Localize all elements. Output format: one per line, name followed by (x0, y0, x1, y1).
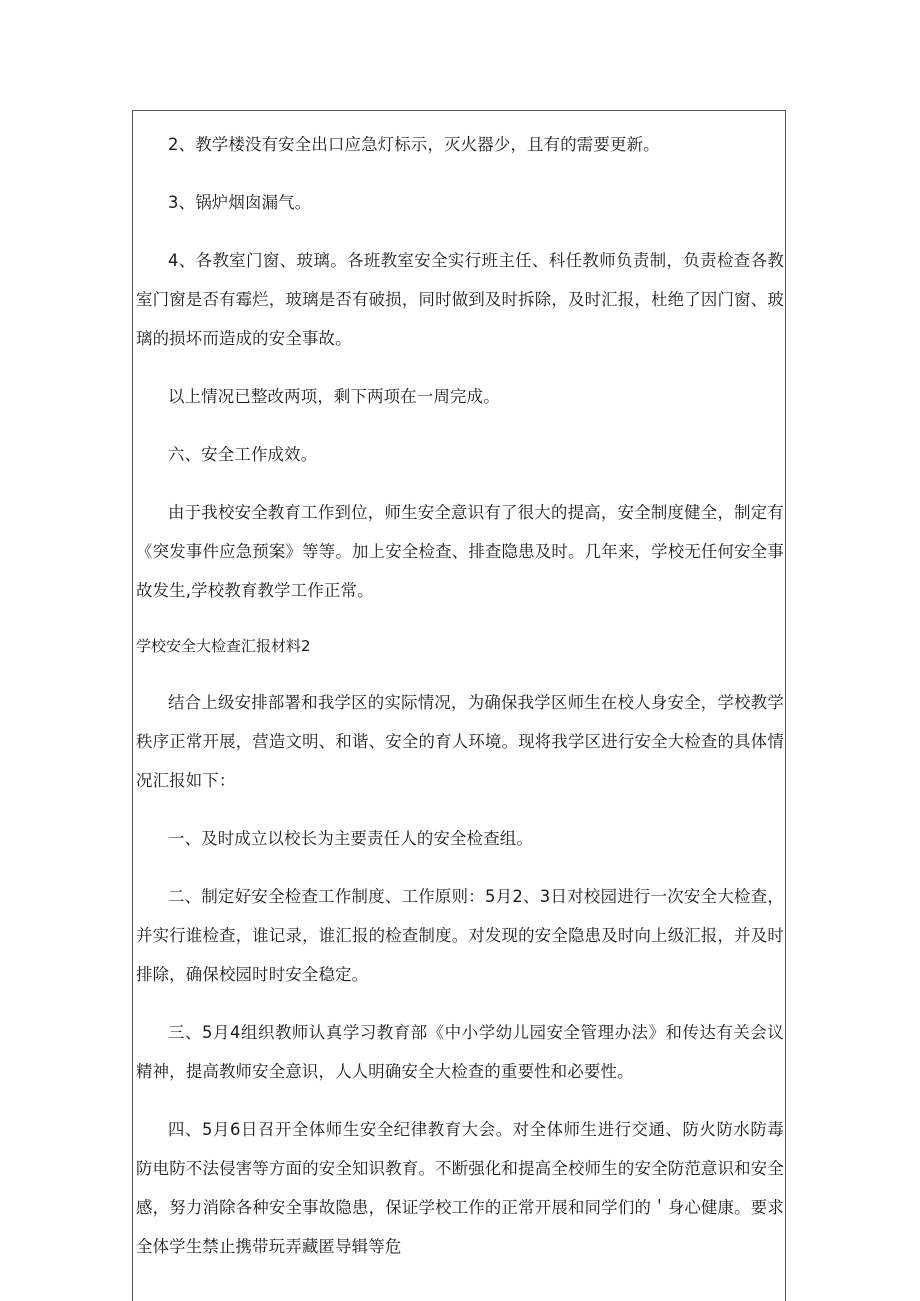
paragraph-item-3: 3、锅炉烟囱漏气。 (168, 193, 312, 212)
paragraph-point-two: 二、制定好安全检查工作制度、工作原则：5月2、3日对校园进行一次安全大检查，并实行谁检查，谁记录，谁汇报的检查制度。对发现的安全隐患及时向上级汇报，并及时排除，确保校园时时安全稳定。 (136, 887, 784, 984)
paragraph-rectification-status: 以上情况已整改两项，剩下两项在一周完成。 (168, 387, 500, 406)
section-title: 学校安全大检查汇报材料2 (136, 637, 311, 655)
paragraph-point-three: 三、5月4组织教师认真学习教育部《中小学幼儿园安全管理办法》和传达有关会议精神，提高教师安全意识，人人明确安全大检查的重要性和必要性。 (136, 1023, 784, 1081)
paragraph-point-one: 一、及时成立以校长为主要责任人的安全检查组。 (168, 829, 533, 848)
paragraph-section-six-heading: 六、安全工作成效。 (168, 445, 318, 464)
paragraph-item-2: 2、教学楼没有安全出口应急灯标示，灭火器少，且有的需要更新。 (168, 135, 660, 154)
paragraph-point-four: 四、5月6日召开全体师生安全纪律教育大会。对全体师生进行交通、防火防水防毒防电防不法侵害等方面的安全知识教育。不断强化和提高全校师生的安全防范意识和安全感，努力消除各种安全事故隐患，保证学校工作的正常开展和同学们的＇身心健康。要求全体学生禁止携带玩弄藏匿导辑等危 (136, 1120, 784, 1256)
document-body (136, 125, 784, 1285)
paragraph-item-4: 4、各教室门窗、玻璃。各班教室安全实行班主任、科任教师负责制，负责检查各教室门窗是否有霉烂，玻璃是否有破损，同时做到及时拆除，及时汇报，杜绝了因门窗、玻璃的损坏而造成的安全事故。 (136, 251, 784, 348)
paragraph-results: 由于我校安全教育工作到位，师生安全意识有了很大的提高，安全制度健全，制定有《突发事件应急预案》等等。加上安全检查、排查隐患及时。几年来，学校无任何安全事故发生,学校教育教学工作正常。 (136, 503, 784, 600)
paragraph-intro: 结合上级安排部署和我学区的实际情况，为确保我学区师生在校人身安全，学校教学秩序正常开展，营造文明、和谐、安全的育人环境。现将我学区进行安全大检查的具体情况汇报如下： (136, 693, 784, 790)
